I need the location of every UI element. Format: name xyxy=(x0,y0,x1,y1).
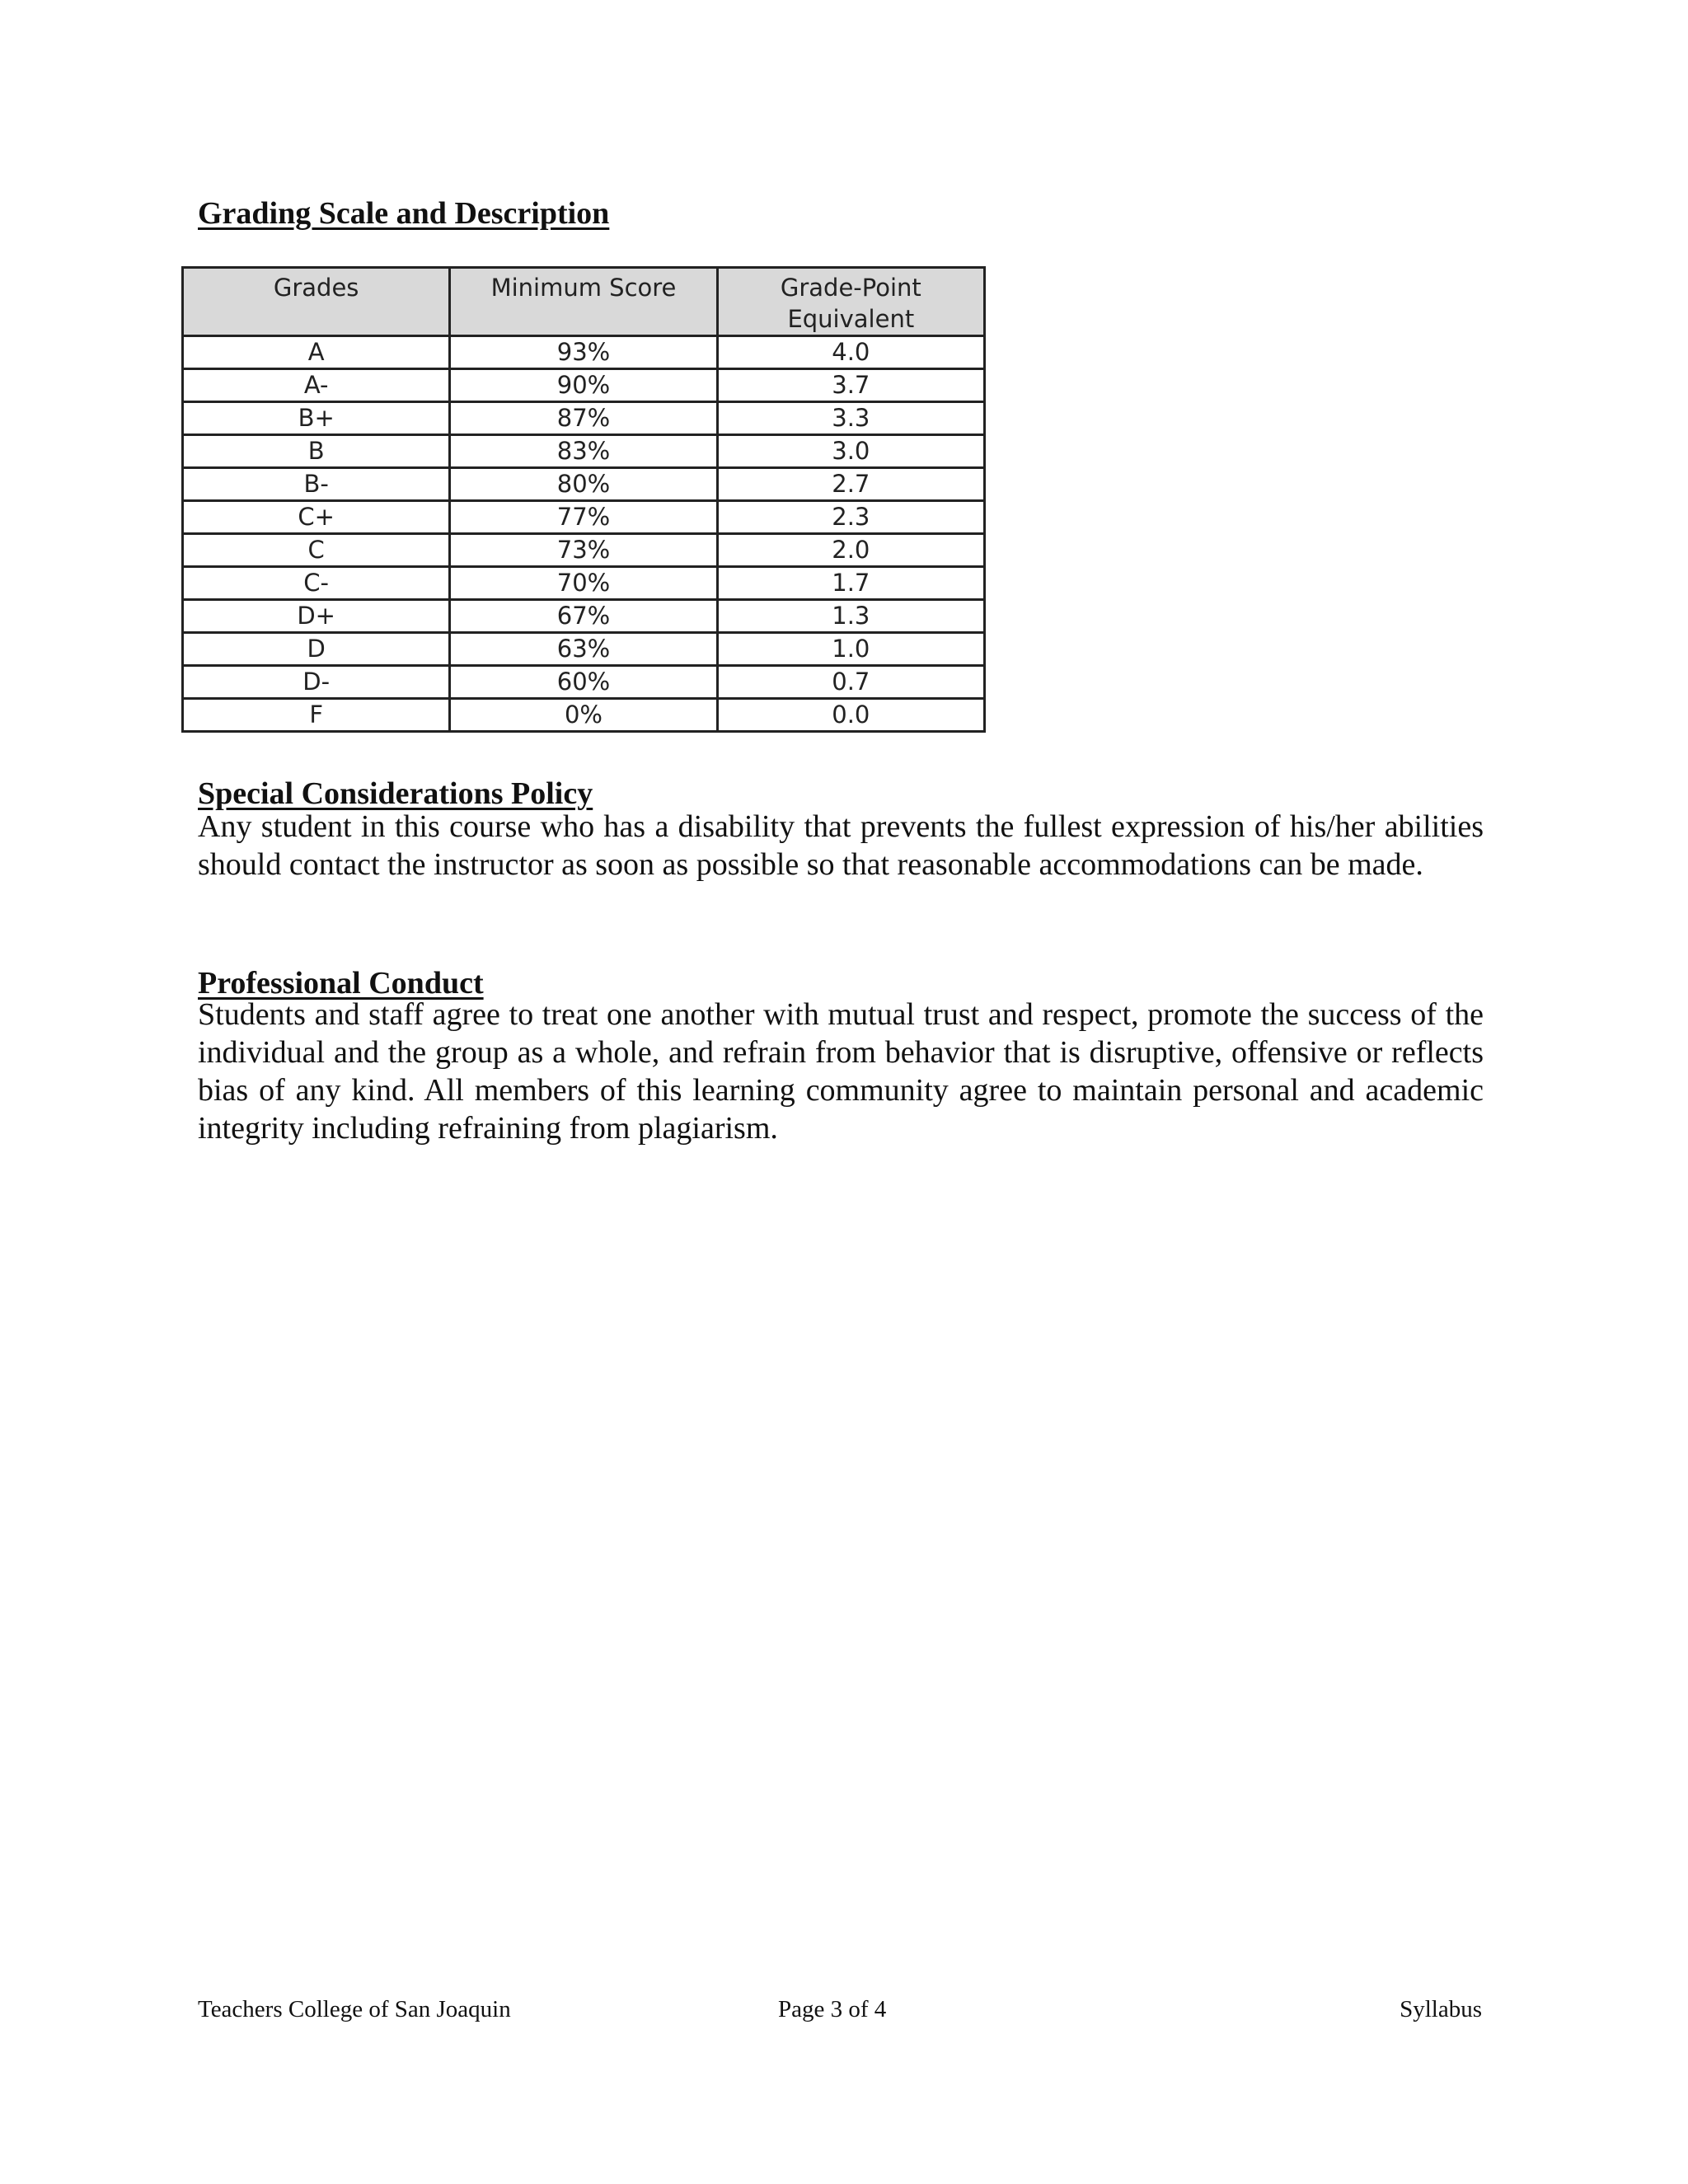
grade-point-cell: 0.7 xyxy=(717,666,984,699)
footer-document-title: Syllabus xyxy=(1400,1996,1482,2022)
grade-point-cell: 1.3 xyxy=(717,600,984,633)
grading-scale-table xyxy=(181,266,986,733)
grade-point-cell: 3.3 xyxy=(717,402,984,435)
table-header-row xyxy=(183,268,985,336)
special-considerations-heading: Special Considerations Policy xyxy=(198,776,593,811)
column-header-grades: Grades xyxy=(183,268,450,336)
grade-cell: B+ xyxy=(183,402,450,435)
grade-point-cell: 2.7 xyxy=(717,468,984,501)
grade-cell: B- xyxy=(183,468,450,501)
grade-point-cell: 2.0 xyxy=(717,534,984,567)
special-considerations-text: Any student in this course who has a disability that prevents the fullest expression of his/her abilities should contact the instructor as soon as possible so that reasonable accommodations can be made. xyxy=(198,809,1484,882)
grade-cell: D xyxy=(183,633,450,666)
grade-cell: A xyxy=(183,336,450,369)
minimum-score-cell: 67% xyxy=(450,600,717,633)
table-row xyxy=(183,501,985,534)
column-header-minimum-score: Minimum Score xyxy=(450,268,717,336)
minimum-score-cell: 80% xyxy=(450,468,717,501)
table-row xyxy=(183,534,985,567)
table-row xyxy=(183,600,985,633)
minimum-score-cell: 63% xyxy=(450,633,717,666)
grade-cell: C- xyxy=(183,567,450,600)
minimum-score-cell: 87% xyxy=(450,402,717,435)
professional-conduct-heading: Professional Conduct xyxy=(198,966,484,1001)
grade-point-cell: 4.0 xyxy=(717,336,984,369)
grade-cell: F xyxy=(183,699,450,732)
footer-page-number: Page 3 of 4 xyxy=(778,1996,887,2022)
grading-scale-heading: Grading Scale and Description xyxy=(198,196,610,231)
grade-cell: D+ xyxy=(183,600,450,633)
grade-cell: C xyxy=(183,534,450,567)
table-row xyxy=(183,666,985,699)
table-row xyxy=(183,402,985,435)
grade-cell: A- xyxy=(183,369,450,402)
grade-point-cell: 3.7 xyxy=(717,369,984,402)
table-row xyxy=(183,336,985,369)
grade-cell: B xyxy=(183,435,450,468)
minimum-score-cell: 77% xyxy=(450,501,717,534)
column-header-grade-point-equivalent: Grade-Point Equivalent xyxy=(717,268,984,336)
minimum-score-cell: 90% xyxy=(450,369,717,402)
table-row xyxy=(183,369,985,402)
minimum-score-cell: 83% xyxy=(450,435,717,468)
table-body xyxy=(183,336,985,732)
minimum-score-cell: 70% xyxy=(450,567,717,600)
grade-point-cell: 1.0 xyxy=(717,633,984,666)
minimum-score-cell: 0% xyxy=(450,699,717,732)
table-row xyxy=(183,435,985,468)
grade-point-cell: 1.7 xyxy=(717,567,984,600)
minimum-score-cell: 60% xyxy=(450,666,717,699)
minimum-score-cell: 73% xyxy=(450,534,717,567)
table-row xyxy=(183,567,985,600)
minimum-score-cell: 93% xyxy=(450,336,717,369)
grade-cell: C+ xyxy=(183,501,450,534)
table-row xyxy=(183,633,985,666)
table-row xyxy=(183,699,985,732)
table-row xyxy=(183,468,985,501)
grade-point-cell: 2.3 xyxy=(717,501,984,534)
grade-point-cell: 3.0 xyxy=(717,435,984,468)
grade-point-cell: 0.0 xyxy=(717,699,984,732)
professional-conduct-text: Students and staff agree to treat one another with mutual trust and respect, promote the success of the individual and the group as a whole, and refrain from behavior that is disruptive, offensive or reflects bias of any kind. All members of this learning community agree to maintain personal and academic integrity including refraining from plagiarism. xyxy=(198,997,1484,1146)
grade-cell: D- xyxy=(183,666,450,699)
footer-institution: Teachers College of San Joaquin xyxy=(198,1996,511,2022)
